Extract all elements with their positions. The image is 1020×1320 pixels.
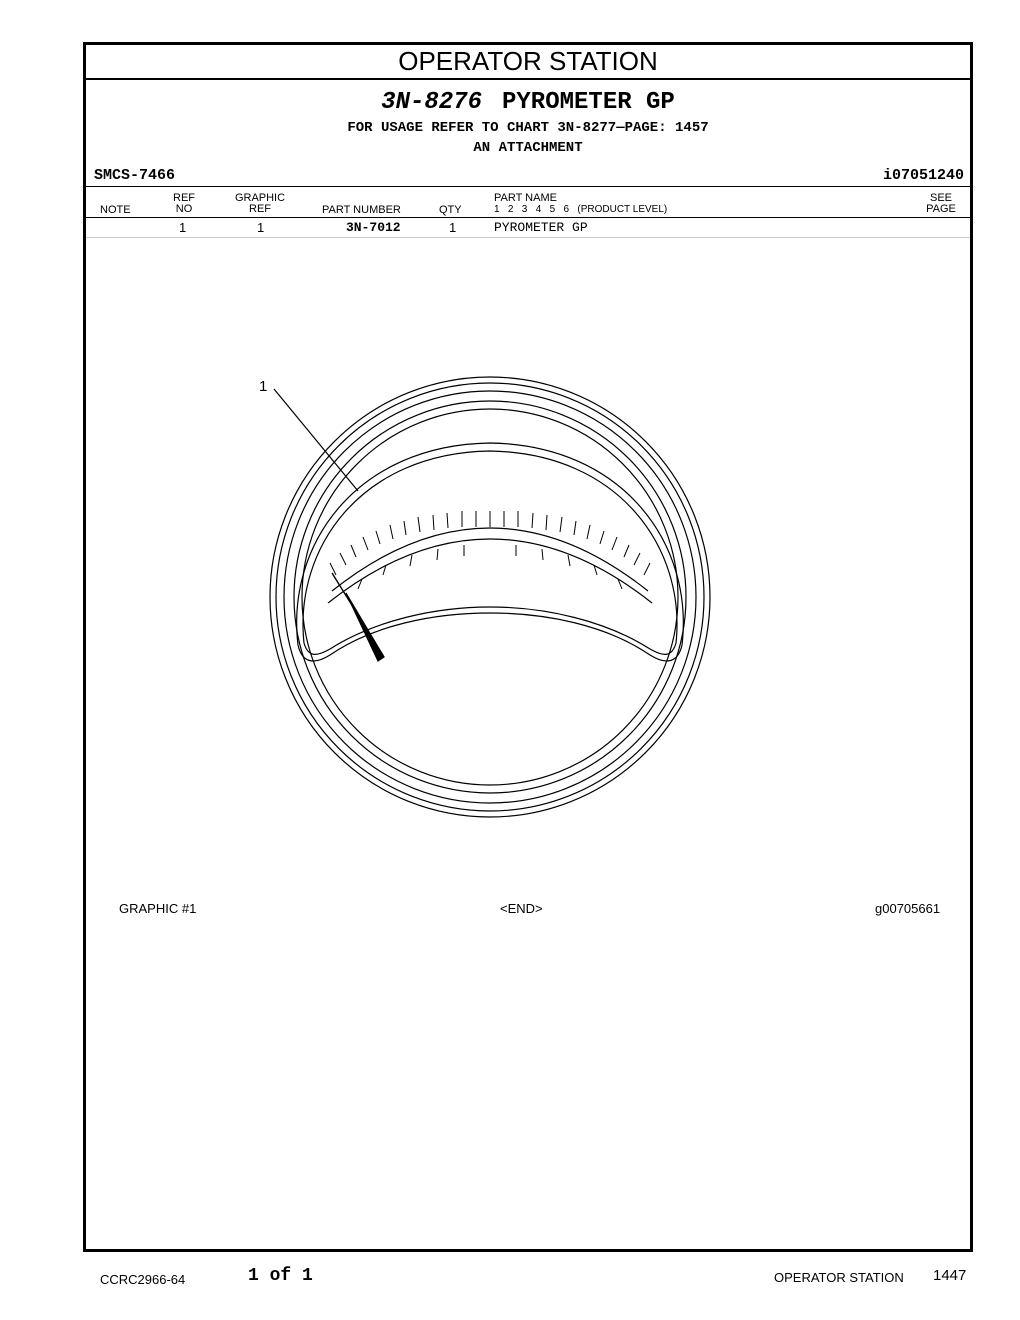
footer-section: OPERATOR STATION <box>774 1270 904 1285</box>
smcs-code: SMCS-7466 <box>94 167 176 184</box>
header-rule-top <box>86 186 970 187</box>
row-graphic-ref: 1 <box>257 220 265 235</box>
col-see-page-bottom: PAGE <box>926 203 956 215</box>
end-marker: <END> <box>500 901 543 916</box>
col-part-name <box>494 193 667 215</box>
document-code: CCRC2966-64 <box>100 1272 186 1287</box>
col-product-levels <box>494 204 667 215</box>
product-level-numbers: 1 2 3 4 5 6 <box>494 204 570 215</box>
col-graphic-ref-top: GRAPHIC <box>234 192 286 204</box>
group-name: PYROMETER GP <box>502 89 675 116</box>
group-title <box>86 89 970 117</box>
row-rule <box>86 237 970 238</box>
col-graphic-ref <box>232 193 288 215</box>
callout-number: 1 <box>259 378 268 395</box>
col-ref-no <box>170 193 198 215</box>
row-part-name: PYROMETER GP <box>494 220 588 235</box>
col-ref-no-top: REF <box>173 192 195 204</box>
page-frame <box>83 42 973 1252</box>
usage-reference: FOR USAGE REFER TO CHART 3N-8277—PAGE: 1457 <box>347 120 709 136</box>
page-of: 1 of 1 <box>248 1266 313 1286</box>
col-part-number: PART NUMBER <box>322 204 401 216</box>
header-rule-bottom <box>86 217 970 218</box>
illustration-id: i07051240 <box>882 167 964 184</box>
graphic-label: GRAPHIC #1 <box>119 901 197 916</box>
product-level-label: (PRODUCT LEVEL) <box>577 204 668 215</box>
col-graphic-ref-bottom: REF <box>249 203 271 215</box>
row-qty: 1 <box>449 220 457 235</box>
col-see-page <box>924 193 958 215</box>
col-note: NOTE <box>100 204 131 216</box>
section-title: OPERATOR STATION <box>86 45 970 80</box>
col-ref-no-bottom: NO <box>175 203 193 215</box>
col-see-page-top: SEE <box>929 192 952 204</box>
col-qty: QTY <box>439 204 462 216</box>
group-part-number: 3N-8276 <box>381 89 482 116</box>
row-part-number: 3N-7012 <box>346 220 401 235</box>
pyrometer-illustration <box>246 325 786 845</box>
page-number: 1447 <box>933 1267 967 1284</box>
col-part-name-label: PART NAME <box>494 192 557 204</box>
graphic-id: g00705661 <box>875 901 941 916</box>
attachment-label: AN ATTACHMENT <box>473 140 583 156</box>
row-ref-no: 1 <box>179 220 187 235</box>
